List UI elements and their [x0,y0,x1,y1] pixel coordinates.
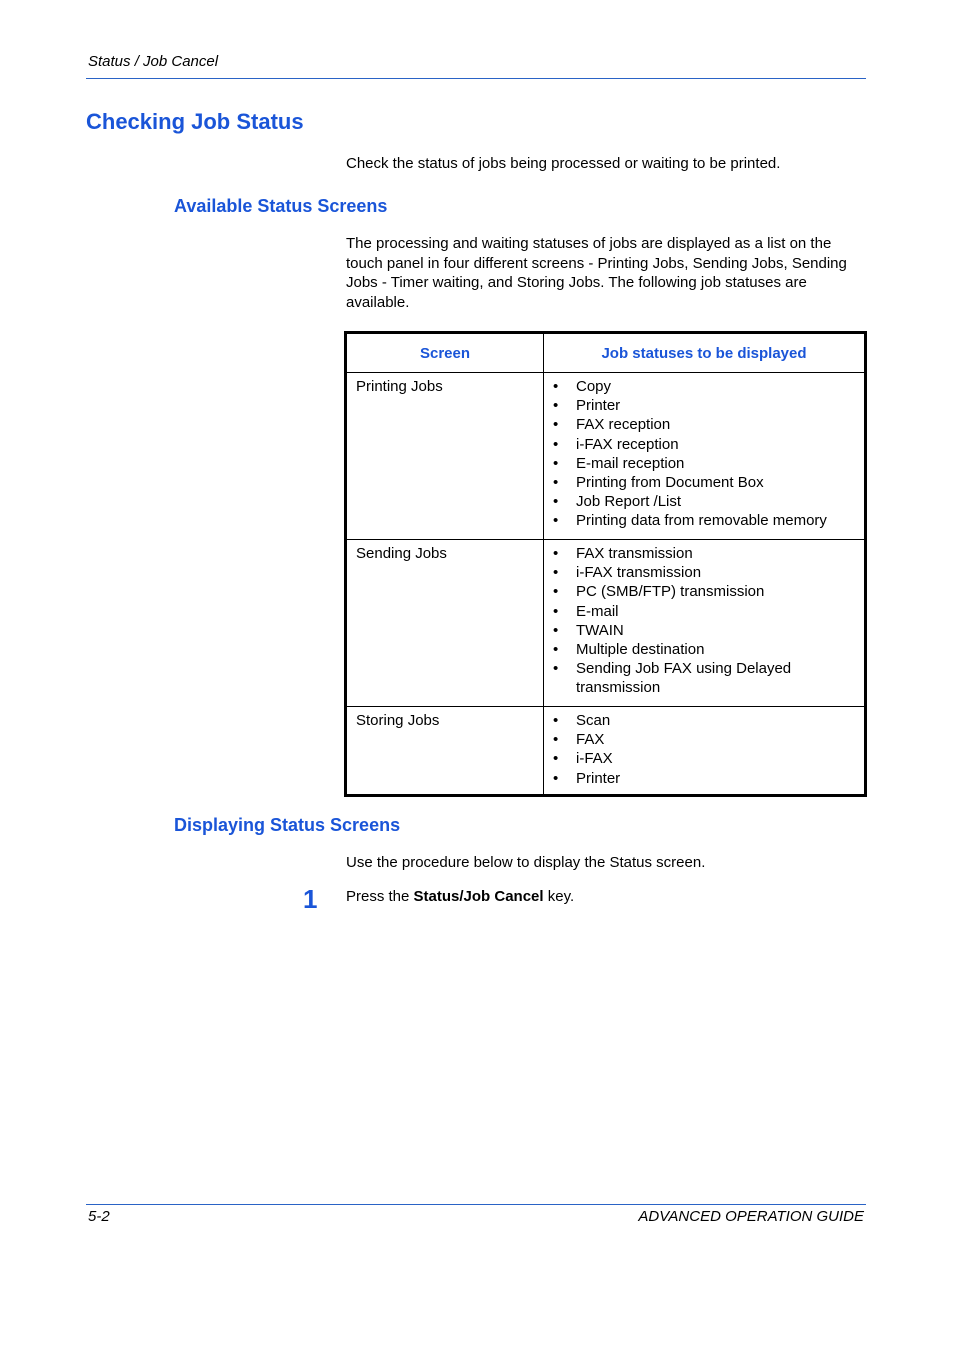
list-item: • FAX transmission [553,544,856,563]
footer-rule [86,1204,866,1205]
step-text-before: Press the [346,888,414,905]
status-list [553,544,856,698]
running-header: Status / Job Cancel [88,53,219,70]
displaying-status-screens-heading: Displaying Status Screens [174,815,401,835]
list-item: • TWAIN [553,621,856,640]
statuses-cell [544,707,866,796]
table-row [346,707,866,796]
table-row [346,373,866,540]
list-item: • i-FAX transmission [553,563,856,582]
list-item: • i-FAX [553,749,856,768]
list-item: • Printer [553,769,856,788]
list-item: • FAX reception [553,415,856,434]
list-item: • Printing from Document Box [553,473,856,492]
status-list [553,377,856,531]
screen-cell: Printing Jobs [346,373,544,540]
step-text-after: key. [543,888,575,905]
list-item: • Multiple destination [553,640,856,659]
list-item: • E-mail [553,602,856,621]
statuses-cell [544,373,866,540]
step-instruction [346,888,574,905]
list-item: • i-FAX reception [553,435,856,454]
column-header-screen: Screen [346,333,544,373]
available-status-screens-heading: Available Status Screens [174,196,388,216]
list-item: • Copy [553,377,856,396]
list-item: • FAX [553,730,856,749]
list-item: • Sending Job FAX using Delayed transmission [553,659,856,697]
list-item: • Scan [553,711,856,730]
table-row [346,540,866,707]
step-number: 1 [303,884,318,914]
page-number: 5-2 [88,1208,110,1225]
status-list [553,711,856,788]
status-table [344,331,867,797]
header-rule [86,78,866,79]
screen-cell: Sending Jobs [346,540,544,707]
list-item: • PC (SMB/FTP) transmission [553,582,856,601]
displaying-status-paragraph: Use the procedure below to display the Status screen. [346,854,706,871]
list-item: • Printer [553,396,856,415]
page-title: Checking Job Status [86,109,304,134]
statuses-cell [544,540,866,707]
intro-paragraph: Check the status of jobs being processed or waiting to be printed. [346,155,781,172]
list-item: • Job Report /List [553,492,856,511]
screen-cell: Storing Jobs [346,707,544,796]
guide-title: ADVANCED OPERATION GUIDE [638,1208,864,1225]
list-item: • Printing data from removable memory [553,511,856,530]
table-header-row [346,333,866,373]
list-item: • E-mail reception [553,454,856,473]
available-status-paragraph: The processing and waiting statuses of jobs are displayed as a list on the touch panel in four different screens - Printing Jobs, Sending Jobs, Sending Jobs - Timer waiting, and Storing Jobs. The following job statuses are available. [346,235,847,311]
key-name: Status/Job Cancel [413,888,544,905]
column-header-statuses: Job statuses to be displayed [544,333,866,373]
